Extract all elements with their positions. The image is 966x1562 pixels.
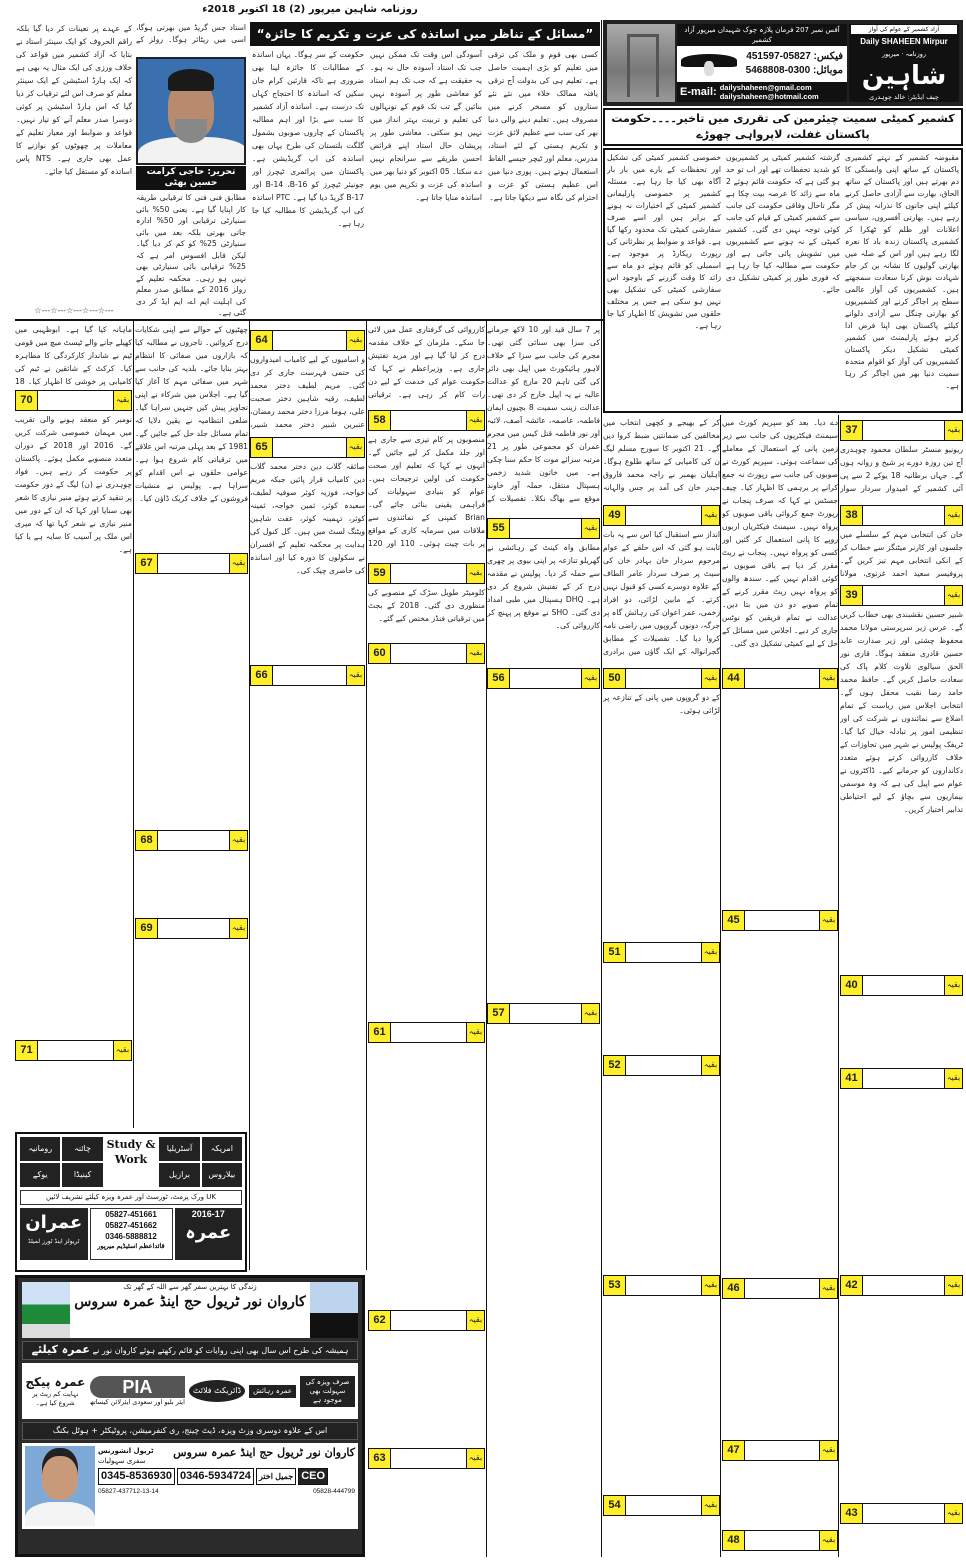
ceo-photo [25,1446,95,1526]
continued-number: 42 [841,1276,863,1295]
country-label: بیلاروس [202,1163,242,1187]
continued-label: بقیہ [346,666,364,685]
continued-tag [840,1275,963,1296]
news-column-b: دے دیا۔ بعد کو سپریم کورٹ میں سیمنٹ فیکٹریوں کی جانب سے زیر زمین پانی کے استعمال کے معاملے کی سماعت ہوئی۔ سپریم کورٹ نے صوبوں کی جانب سے رپورٹ نہ جمع کرانے پر برہمی کا اظہار کیا۔ چیف جسٹس نے کہا کہ صرف پنجاب نے رپورٹ جمع کروائی باقی صوبوں کو پرواہ نہیں۔ سیمنٹ فیکٹریاں اربوں روپے کا پانی استعمال کر گئیں اور کسی کو پرواہ نہیں۔ پنجاب نے ریٹ مقرر کر دیا ہے باقی صوبوں نے کوئی اقدام نہیں کیے۔ سندھ والوں کو پرواہ نہیں ریٹ مقرر کرنے کے تمام صوبے دو دن میں بتا دیں۔ عدالت نے تمام فریقین کو نوٹس جاری کر دیے۔ اجلاس میں مسائل کے حل کے لیے کمیٹی تشکیل دی گئی۔ [722,418,838,648]
continued-tag [840,975,963,996]
facilities-label: سفری سہولیات [98,1457,146,1465]
continued-number: 49 [604,506,626,525]
continued-tag [840,585,963,606]
package-sub: نہایت کم ریٹ پر شروع کیا ہے۔ [32,1389,79,1407]
country-label: چائنہ [62,1137,102,1161]
continued-label: بقیہ [819,1441,837,1460]
continued-number: 67 [136,554,158,573]
continued-label: بقیہ [701,1276,719,1295]
ad-phone: 05827-451662 [105,1221,157,1230]
continued-tag [368,410,485,431]
continued-number: 62 [369,1311,391,1330]
email-hotmail[interactable]: dailyshaheen@hotmail.com [719,92,819,101]
continued-number: 39 [841,586,863,605]
continued-number: 59 [369,564,391,583]
continued-number: 38 [841,506,863,525]
continued-tag [135,830,248,851]
continued-label: بقیہ [819,911,837,930]
kashmir-article-col-1: مقبوضہ کشمیر کے نہتے کشمیری پاکستان کے ساتھ اپنی وابستگی کا دم بھرتے ہیں اور پاکستان کے ساتھ الحاق، بھارت سے آزادی حاصل کرنے کیلئے اپنی جانوں کا نذرانہ پیش کر رہے ہیں۔ بھارتی آفسروں، سیاسی اعلانات اور ظلم کو ٹھکرا کر کشمیری پاکستان زندہ باد کا نعرہ لگا رہے ہیں اور اس کے صلہ میں بھارتی گولیوں کا نشانہ بن کر جام شہادت نوش کرنا سعادت سمجھتے ہیں۔ کشمیریوں کی آواز عالمی سطح پر اجاگر کرنے اور کشمیریوں کو بھارتی چنگل سے آزادی دلوانے کیلئے پاکستان بھی اپنا فرض ادا کرتے ہوئے پارلیمنٹ میں کشمیر کمیٹی تشکیل دیکر پاکستان کشمیریوں کی آواز کو اقوام متحدہ سمیت دنیا بھر میں اجاگر کر رہا ہے۔ [845,153,959,390]
continued-tag [603,1275,720,1296]
continued-tag [368,1310,485,1331]
country-label: آسٹریلیا [159,1137,199,1161]
news-column-e-box [368,323,485,1556]
news-column-a-box [840,416,963,1556]
continued-number: 68 [136,831,158,850]
article-col-4-box [136,22,246,319]
continued-label: بقیہ [113,391,131,410]
insurance-label: ٹریول انشورنس [98,1447,154,1455]
continued-tag [840,420,963,441]
fax-label: فیکس: [813,51,843,62]
green-dome-image [22,1282,70,1338]
article-col-2: آسودگی اس وقت تک ممکن نہیں جب تک استاد آسودہ حال نہ ہو۔ یہ حقیقت ہے کہ جب تک ہم استاد کو معاشی طور پر آسودہ نہیں بنائیں گے تب تک قوم کے نونہالوں کی تعلیم و تربیت بہتر انداز میں نہیں ہو سکتی۔ معاشی طور پر پریشان حال استاد اپنے فرائض احسن طریقے سے سرانجام نہیں دے سکتا۔ 05 اکتوبر کو دنیا بھر میں اساتذہ کی عزت و تکریم میں یوم اساتذہ منایا جاتا ہے۔ [370,50,482,202]
continued-number: 37 [841,421,863,440]
continued-label: بقیہ [229,831,247,850]
continued-tag [487,1003,600,1024]
article-col-4: استاد جس گریڈ میں بھرتی ہوگا، اسی میں ریٹائر ہوگا۔ رولز کے مطابق فنی فنی کا ترقیابی طریقہ کار اپنایا گیا ہے۔ یعنی 50% بائی سنیارٹی ترقیابی اور 50% ادارہ جاتی بھرتی بلکہ بعد میں بائی سنیارٹی 25% کو کم کر دیا گیا۔ لیکن قابل افسوس امر ہے کہ 25% ترقیابی بائی سنیارٹی بھی نہیں ہو رہی۔ محکمہ تعلیم کے رولز 2016 کے مطابق صدر معلم کی اہلیت ایم اے، ایم ایڈ کر دی گئی ہے۔ [136,23,246,317]
continued-tag [840,1068,963,1089]
continued-tag [840,1503,963,1524]
country-label: امریکہ [202,1137,242,1161]
study-work-ad [15,1132,247,1272]
logo-daily: روزنامہ [905,49,927,58]
continued-label: بقیہ [229,554,247,573]
continued-number: 54 [604,1496,626,1515]
ad-strip: UK ورک پرمٹ، ٹورسٹ اور عمرہ ویزہ کیلئے تشریف لائیں [20,1190,242,1205]
continued-tag [368,1022,485,1043]
article-col-1: کسی بھی قوم و ملک کی ترقی میں تعلیم کو بڑی اہمیت حاصل ہے۔ تعلیم ہی کی بدولت آج ترقی یافتہ ممالک خلاء میں نئے نئے ستاروں کو مسخر کرنے میں مصروف ہیں۔ تعلیم دینے والی دنیا بھر کی سب سے عظیم لائق عزت و تکریم ہستی کے لئے استاد، مدرس، معلم اور ٹیچر جیسے الفاظ استعمال ہوتے ہیں۔ پوری دنیا میں اس عظیم ہستی کو عزت و احترام کی نگاہ سے دیکھا جاتا ہے۔ [488,50,598,202]
continued-number: 50 [604,669,626,688]
email-gmail[interactable]: dailyshaheen@gmail.com [719,83,812,92]
continued-number: 47 [723,1441,745,1460]
continued-tag [722,1530,838,1551]
continued-label: بقیہ [701,943,719,962]
news-column-c: کر کے بھیجے و کچھی انتخاب میں مخالفین کی ضمانتیں ضبط کروا دیں گے۔ 21 اکتوبر کا سورج مسلم لیگ ن کی کامیابی کے ساتھ طلوع ہوگا۔ اہلیان بھمبر نے راجہ محمد فاروق حیدر خان کی آمد پر جس والہانہ انداز سے استقبال کیا اس سے یہ بات ثابت ہو گئی کہ اس حلقے کے عوام مرحوم سردار خان بہادر خان کی سیٹ پر صرف سردار عامر الطاف کے علاوہ دوسرے کسی کو قبول نہیں کرتے۔ کے مابین لڑائی، دو افراد زخمی، عمر اعوان کی رہائش گاہ پر جرگہ، دونوں گروپوں میں راضی نامہ کروا دیا گیا۔ تفصیلات کے مطابق گجرانوالہ کے ایک گاؤں میں برادری کے دو گروپوں میں پانی کے تنازعہ پر لڑائی ہوئی۔ [603,418,720,715]
news-column-f-box [250,323,365,1268]
continued-tag [250,437,365,458]
continued-label: بقیہ [944,1069,962,1088]
column-rule [838,415,839,1557]
umrah-year: 2016-17 [191,1209,225,1219]
continued-number: 63 [369,1449,391,1468]
country-label: کینیڈا [62,1163,102,1187]
mobile-label: موبائل: [812,65,843,76]
ceo-label: CEO [298,1468,328,1485]
continued-tag [603,1055,720,1076]
continued-number: 56 [488,669,510,688]
visa-box: صرف ویزہ کی سہولت بھی موجود ہے [300,1376,355,1407]
continued-number: 40 [841,976,863,995]
continued-number: 45 [723,911,745,930]
continued-tag [15,1040,132,1061]
continued-number: 43 [841,1504,863,1523]
continued-tag [368,643,485,664]
continued-number: 64 [251,331,273,350]
continued-label: بقیہ [944,1504,962,1523]
fax-number: 05827-451597 [746,51,811,62]
news-column-b-box [722,416,838,1556]
continued-tag [722,910,838,931]
landline: 05828-444799 [313,1488,355,1495]
study-work-title: Study & Work [105,1137,157,1187]
continued-tag [840,505,963,526]
continued-number: 60 [369,644,391,663]
continued-number: 44 [723,669,745,688]
column-rule [486,320,487,1557]
continued-label: بقیہ [466,564,484,583]
phone-number: 0346-5934724 [177,1468,254,1485]
continued-number: 58 [369,411,391,430]
package-title: عمرہ پیکج [25,1374,86,1389]
article-headline: ”مسائل کے تناظر میں اساتذہ کی عزت و تکریم کا جائزہ“ [250,22,600,46]
company-name: عمران [25,1212,83,1233]
continued-tag [603,942,720,963]
continued-number: 69 [136,919,158,938]
continued-number: 70 [16,391,38,410]
continued-label: بقیہ [466,1449,484,1468]
article-col-3: حکومت کے سر ہوگا۔ یہاں اساتذہ کے مطالبات کا جائزہ لینا بھی ضروری ہے تاکہ قارئین کرام جان سکیں کہ اساتذہ کا احتجاج کہاں تک درست ہے۔ اساتذہ آزاد کشمیر کا سب سے بڑا اور اہم مطالبہ پاکستان کے چاروں صوبوں بشمول گلگت بلتستان کی طرح یہاں بھی اساتذہ کی اپ گریڈیشن ہے۔ پاکستان میں پرائمری ٹیچرز اور جونیئر ٹیچرز کو B-14 ،B-16 اور B-17 گریڈ دیا گیا ہے۔ PTC اساتذہ کی اپ گریڈیشن کا مطالبہ کیا جا رہا ہے۔ [252,50,364,228]
kashmir-article-col-3: خصوصی کشمیر کمیٹی کی تشکیل اور تحفظات کے بارے میں بار بار آگاہ بھی کیا جا رہا ہے۔ مسئلہ کشمیر پر خصوصی پارلیمانی کشمیر کمیٹی کے اختیارات نہ ہونے کے برابر ہیں اور اسے صرف سفارشی کمیٹی تک محدود رکھا گیا ہے۔ قواعد و ضوابط پر نظرثانی کی رپورٹ ریکارڈ پر موجود ہے۔ اسمبلی کو قائم ہوئے دو ماہ سے زائد کا وقت گزرنے کے باوجود اس سفارشی کمیٹی کی تشکیل بھی نہیں ہو سکی ہے جس پر مختلف حلقوں میں تشویش کا اظہار کیا جا رہا ہے۔ [607,153,721,330]
article-col-5: کے عہدے پر تعینات کر دیا گیا بلکہ راقم الحروف کو ایک سینئر استاد نے بتایا کہ آزاد کشمیر میں قواعد کی خلاف ورزی کی ایک مثال یہ بھی ہے کہ ایک ہارڈ اسٹیشن کے ایک سینئر معلم کو صرف اس لئے ترقیاب کر دیا گیا کہ اس ہارڈ اسٹیشن پر کوئی دوسرا صدر معلم آنے کو تیار نہیں۔ قواعد و ضوابط اور معیار تعلیم کے معاملات پر چھوٹوں کو نوازنے کا عمل بھی جاری ہے۔ NTS پاس اساتذہ کو مستقل کیا جائے۔ [16,24,132,176]
news-column-h-box [15,323,132,1128]
continued-label: بقیہ [581,1004,599,1023]
continued-label: بقیہ [581,669,599,688]
logo-tagline: آزاد کشمیر کے عوام کی آواز [851,25,957,34]
continued-label: بقیہ [944,976,962,995]
ad-tagline: زندگی کا بہترین سفر گھر سے اللہ کے گھر تک [123,1283,257,1291]
continued-tag [487,518,600,539]
continued-tag [250,330,365,351]
continued-tag [603,1495,720,1516]
continued-label: بقیہ [581,519,599,538]
continued-label: بقیہ [944,506,962,525]
news-column-d: پر 7 سال قید اور 10 لاکھ جرمانے کی سزا بھی سنائی گئی تھی۔ مجرم کی جانب سے سزا کے خلاف لاہور ہائیکورٹ میں اپیل بھی دائر کی گئی تاہم 20 مارچ کو عدالت عالیہ نے یہ اپیل خارج کر دی تھی۔ عدالت زینب سمیت 8 بچیوں ایمان فاطمہ، عاصمہ، عائشہ آصف، لائبہ اور نور فاطمہ قتل کیس میں مجرم عمران کو مجموعی طور پر 21 مرتبہ سزائے موت کا حکم سنا چکی ہے۔ میں خاتون شدید زخمی ہسپتال منتقل، حملہ آور خاوند موقع سے بھاگ نکلا۔ تفصیلات کے مطابق واہ کینٹ کے رہائشی نے گھریلو تنازعہ پر اپنی بیوی پر چھری سے حملہ کر دیا۔ پولیس نے مقدمہ درج کر کے تفتیش شروع کر دی ہے۔ DHQ ہسپتال میں طبی امداد دی گئی۔ SHO نے موقع پر پہنچ کر کارروائی کی۔ [487,325,600,630]
continued-number: 48 [723,1531,745,1550]
continued-label: بقیہ [229,919,247,938]
continued-tag [15,390,132,411]
country-label: برازیل [159,1163,199,1187]
continued-number: 52 [604,1056,626,1075]
country-label: یوکے [20,1163,60,1187]
column-rule [249,320,250,1270]
continued-number: 53 [604,1276,626,1295]
ad-phone: 05827-451661 [105,1210,157,1219]
continued-label: بقیہ [466,644,484,663]
logo-english: Daily SHAHEEN Mirpur [860,37,948,47]
ad-title: کاروان نور ٹریول حج اینڈ عمرہ سروس [74,1294,306,1310]
newspaper-logo: آزاد کشمیر کے عوام کی آواز Daily SHAHEEN Mirpur روزنامہ · میرپور شاہین چیف ایڈیٹر: خالد چوہدری [849,24,959,102]
continued-tag [722,1278,838,1299]
continued-label: بقیہ [819,1279,837,1298]
author-photo [136,57,246,165]
kashmir-article-col-2: گزشتہ کشمیر کمیٹی پر کشمیریوں کو شدید تحفظات تھے اور اب تو حد ہو گئی ہے کہ حکومت قائم ہوئے 2 ماہ سے زائد کا عرصہ بیت چکا ہے مگر تاحال وفاقی حکومت کی جانب سے کشمیر کمیٹی کے قیام کی جانب کوئی توجہ نہیں دی گئی۔ کشمیر کمیٹی کے نہ ہونے سے کشمیریوں میں تشویش پائی جاتی ہے اور حکومت سے مطالبہ کیا جا رہا ہے کہ فوری طور پر کمیٹی تشکیل دی جائے۔ [726,153,840,294]
continued-tag [603,505,720,526]
email-label: E-mail: [680,86,717,98]
services-text: اس کے علاوہ دوسری وزٹ ویزہ، ڈیٹ چینج، ری کنفرمیشن، پروٹیکٹر + ہوٹل بکنگ [22,1422,358,1440]
continued-label: بقیہ [944,586,962,605]
company-sub: ٹریولز اینڈ ٹورز لمیٹڈ [27,1238,80,1245]
eagle-icon [681,50,737,78]
continued-tag [368,563,485,584]
news-column-d-box [487,323,600,1556]
continued-tag [368,1448,485,1469]
office-address: آفس نمبر 207 فرمان پلازہ چوک شہیداں میرپور آزاد کشمیر [677,24,847,46]
residence-box: عمرہ رہائش [249,1385,296,1398]
article-end-stars: ☆---☆---☆---☆---☆--- [34,306,114,315]
continued-label: بقیہ [819,1531,837,1550]
news-column-g-box [135,323,248,1128]
continued-tag [722,668,838,689]
umrah-label: عمرہ [185,1222,232,1243]
continued-tag [135,553,248,574]
ad-band-text: ہمیشہ کی طرح اس سال بھی اپنی روایات کو قائم رکھتے ہوئے کاروان نور نے [92,1346,349,1355]
continued-label: بقیہ [944,421,962,440]
kaaba-image [310,1282,358,1338]
airlines-text: ایئر بلیو اور سعودی ایئرلائن کیساتھ [89,1397,185,1406]
continued-label: بقیہ [466,411,484,430]
continued-number: 55 [488,519,510,538]
continued-label: بقیہ [701,506,719,525]
ad-band-bold: عمرہ کیلئے [31,1343,90,1356]
ad-address: قائداعظم اسٹیڈیم میرپور [97,1243,165,1250]
continued-tag [603,668,720,689]
news-column-c-box [603,416,720,1556]
news-column-f: و اسامیوں کے لیے کامیاب امیدواروں کی حتمی فہرست جاری کر دی گئی۔ مریم لطیف دختر محمد لطیف، رقیہ شاہین دختر صحبت علی، ہوما مرزا دختر محمد رمضان، عنبرین شبیر دختر محمد شبیر، صائقہ گلاب دین دختر محمد گلاب دین کامیاب قرار پائیں جبکہ مریم خواجہ، فوزیہ کوثر صوفیہ لطیف، سعیدہ کوثر، ثمین خواجہ، ثمینہ کوثر، تہمینہ کوثر، عفت شاہین ویٹنگ لسٹ میں ہیں۔ گل کنول کی ہدایت پر محکمہ تعلیم کے افسران نے سکولوں کا دورہ کیا اور اساتذہ کی حاضری چیک کی۔ [250,355,365,575]
column-rule [366,320,367,1270]
country-label: رومانیہ [20,1137,60,1161]
continued-number: 66 [251,666,273,685]
continued-tag [722,1440,838,1461]
continued-label: بقیہ [701,1056,719,1075]
continued-label: بقیہ [466,1311,484,1330]
column-rule [133,320,134,1128]
karwan-travel-ad [15,1275,365,1557]
logo-urdu: شاہین [861,60,947,91]
continued-label: بقیہ [944,1276,962,1295]
continued-label: بقیہ [701,1496,719,1515]
company-name: کاروان نور ٹریول حج اینڈ عمرہ سروس [173,1446,355,1459]
direct-flight: ڈائریکٹ فلائٹ [189,1380,245,1402]
ceo-name: جمیل اختر [256,1468,296,1485]
news-column-e: کارروائی کی گرفتاری عمل میں لائی جا سکے۔ ملزمان کے خلاف مقدمہ درج کر لیا گیا ہے اور مزید تفتیش جاری ہے۔ وزیراعظم نے کہا کہ حکومت عوام کی خدمت کے لیے دن رات کام کر رہی ہے۔ ترقیاتی منصوبوں پر کام تیزی سے جاری ہے اور جلد مکمل کر لیے جائیں گے۔ انہوں نے کہا کہ تعلیم اور صحت حکومت کی اولین ترجیحات ہیں۔ عوام کو بنیادی سہولیات کی فراہمی یقینی بنائی جائے گی۔ Brian کمپنی کے نمائندوں سے ملاقات میں سرمایہ کاری کے مواقع پر بات چیت ہوئی۔ 110 اور 120 کلومیٹر طویل سڑک کے منصوبے کی منظوری دی گئی۔ 2018 کے بجٹ میں ترقیاتی فنڈز مختص کیے گئے۔ [368,325,485,623]
column-rule [720,415,721,1557]
continued-number: 51 [604,943,626,962]
continued-number: 57 [488,1004,510,1023]
continued-tag [250,665,365,686]
landline: 05827-437712-13-14 [98,1488,159,1495]
contact-info [677,24,847,102]
continued-label: بقیہ [701,669,719,688]
news-column-g: چھٹیوں کے حوالے سے اپنی شکایات درج کروائیں۔ تاجروں نے مطالبہ کیا کہ بازاروں میں صفائی کا انتظام بہتر بنایا جائے۔ بلدیہ کی جانب سے شہر میں صفائی مہم کا آغاز کیا گیا ہے۔ اجلاس میں شرکاء نے اپنی تجاویز پیش کیں جنہیں سراہا گیا۔ ضلعی انتظامیہ نے یقین دلایا کہ تمام مسائل جلد حل کیے جائیں گے۔ 1981 کے بعد پہلی مرتبہ اس علاقے میں ترقیاتی کام شروع ہوا ہے۔ عوامی حلقوں نے اس اقدام کو سراہا ہے۔ پولیس نے منشیات فروشوں کے خلاف کریک ڈاؤن کیا۔ [135,325,248,503]
column-rule [601,20,602,1557]
continued-tag [487,668,600,689]
phone-number: 0345-8536930 [98,1468,175,1485]
monument-photo [607,24,675,102]
ad-phone: 0346-5888812 [105,1232,157,1241]
continued-label: بقیہ [819,669,837,688]
continued-number: 65 [251,438,273,457]
news-column-a: ریونیو منسٹر سلطان محمود چوہدری آج تین روزہ دورے پر شیخ و روانہ ہوں گے۔ جہاں برطانیہ 18 یوکے 2 سے پی آئی کشمیر کے امیدوار سردار سوار خان کی انتخابی مہم کے سلسلے میں جلسوں اور کارنر میٹنگز سے خطاب کر کے انکی انتخابی مہم تیز کریں گے۔ پروفیسر سعید احمد غزنوی، مولانا شبیر حسین نقشبندی بھی خطاب کریں گے۔ عرس زیر سرپرستی مولانا محمد محفوظ چشتی اور زیر صدارت عابد حسین قادری منعقد ہوگا۔ قاری نور الحق سیالوی تلاوت کلام پاک کی سعادت حاصل کریں گے۔ حافظ محمد حامد رضا نقیب محفل ہوں گے۔ انتخابی اجلاس میں ریاست کے تمام اضلاع سے نمائندوں نے شرکت کی اور تنظیمی امور پر تبادلہ خیال کیا گیا۔ ٹریفک پولیس نے شہر میں تجاوزات کے خلاف کارروائی کرتے ہوئے متعدد دکانداروں کو جرمانے کیے۔ ڈاکٹروں نے عوام سے اپیل کی ہے کہ وہ موسمی بیماریوں سے بچاؤ کے لیے احتیاطی تدابیر اختیار کریں۔ [840,445,963,814]
news-column-h: ماہانہ کیا گیا ہے۔ ابوظہبی میں کھیلے جانے والے ٹیسٹ میچ میں قومی ٹیم نے شاندار کارکردگی کا مظاہرہ کیا۔ کرکٹ کے شائقین نے ٹیم کی کامیابی پر خوشی کا اظہار کیا۔ 18 نومبر کو منعقد ہونے والی تقریب میں مہمان خصوصی شرکت کریں گے۔ 2016 اور 2018 کے دوران متعدد منصوبے مکمل ہوئے۔ پاکستان پر حکومت کر رہے ہیں۔ فواد چوہدری نے (ن) لیگ کے دور حکومت پر تنقید کرتے ہوئے منیر نیازی کا شعر بھی سنایا اور کہا کہ ان کے دور میں منیر نیازی نے شعر کہا تھا کہ میری اس ملک پر آسیب کا سایہ ہے یا کیا ہے۔ [15,325,132,554]
continued-label: بقیہ [346,438,364,457]
main-headline: کشمیر کمیٹی سمیت چیئرمین کی تقرری میں تاخیر۔۔۔۔حکومت پاکستان غفلت، لاپرواہی چھوڑے [603,108,963,146]
continued-number: 46 [723,1279,745,1298]
continued-label: بقیہ [113,1041,131,1060]
logo-city: میرپور [881,49,900,58]
continued-number: 41 [841,1069,863,1088]
editor-name: چیف ایڈیٹر: خالد چوہدری [869,93,939,101]
continued-number: 71 [16,1041,38,1060]
pia-label: PIA [90,1376,185,1398]
continued-label: بقیہ [346,331,364,350]
dateline: روزنامہ شاہین میرپور (2) 18 اکتوبر 2018ء [202,4,418,15]
mobile-number: 0300-5468808 [745,65,811,76]
continued-label: بقیہ [466,1023,484,1042]
continued-number: 61 [369,1023,391,1042]
continued-tag [135,918,248,939]
masthead [603,20,963,106]
article-byline: تحریر: حاجی کرامت حسین بھٹی [136,166,246,190]
divider [15,319,603,321]
